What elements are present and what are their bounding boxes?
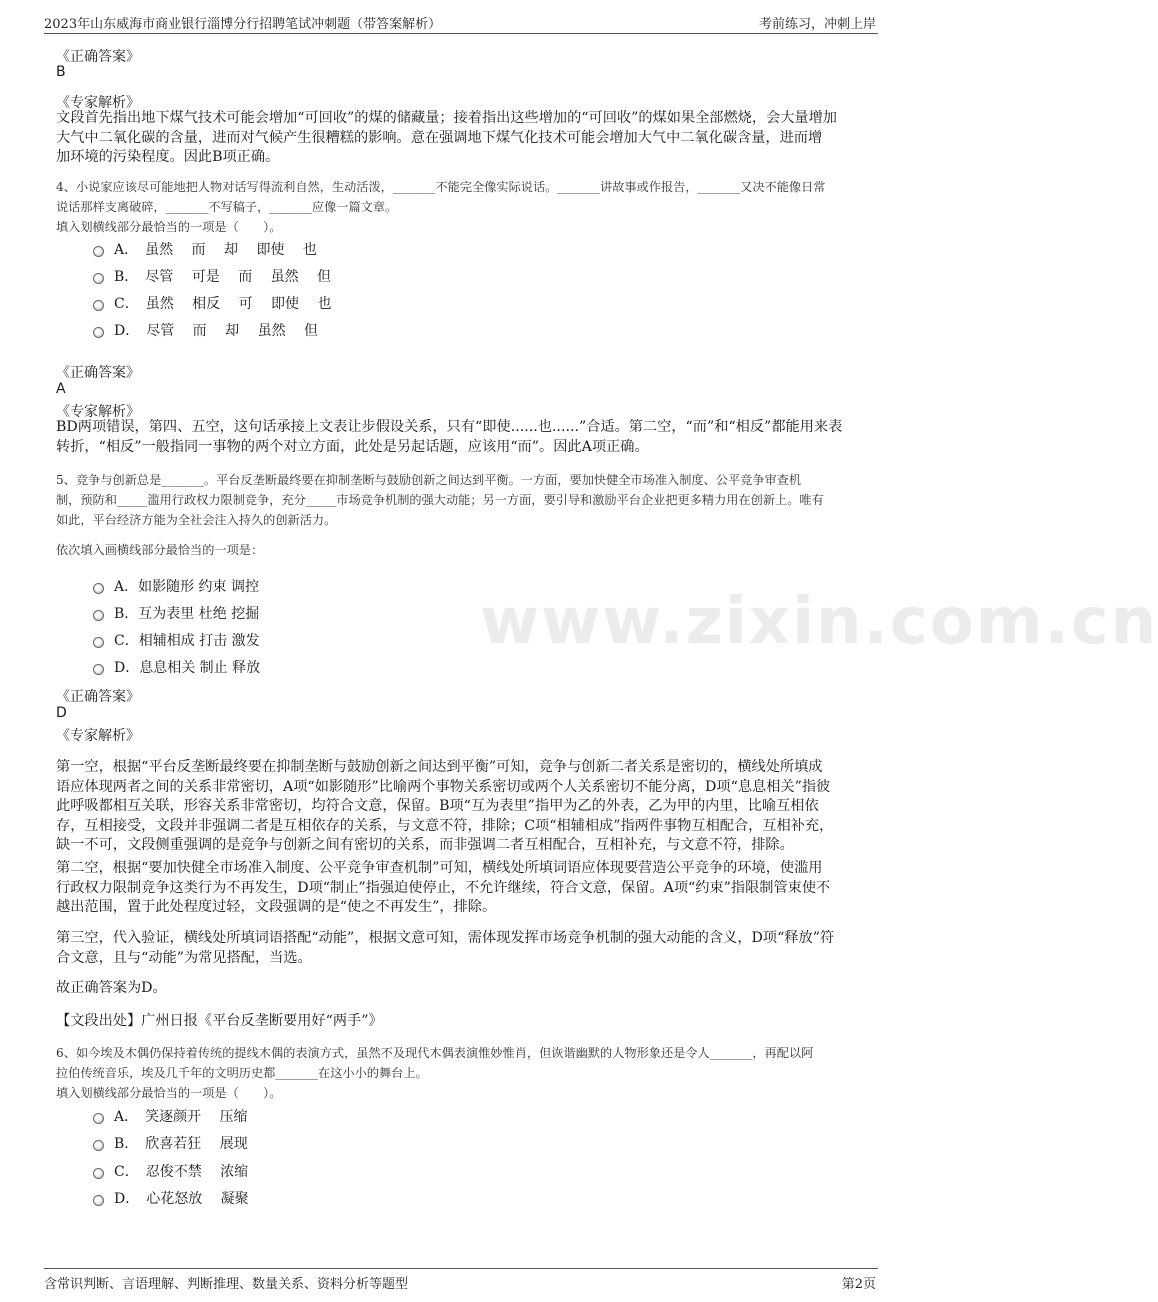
answer-value: A [56,381,66,397]
q6-option-c[interactable]: C． 忍俊不禁 浓缩 [93,1161,248,1181]
analysis-label: 《专家解析》 [56,404,140,420]
stem-line: 4、小说家应该尽可能地把人物对话写得流利自然，生动活泼，_______不能完全像实际说话。_______讲故事或作报告，_______又决不能像日常 [56,180,826,194]
analysis-line: 语应体现两者之间的关系非常密切，A项“如影随形”比喻两个事物关系密切或两个人关系密切不能分离，D项“息息相关”指彼 [56,778,831,795]
stem-line: 拉伯传统音乐，埃及几千年的文明历史都_______在这小小的舞台上。 [56,1066,428,1080]
analysis-label: 《专家解析》 [56,728,140,744]
analysis-paragraph-2 [56,859,866,918]
q5-option-a[interactable]: A．如影随形 约束 调控 [93,576,259,596]
q4-option-b[interactable]: B． 尽管 可是 而 虽然 但 [93,266,331,286]
analysis-text [56,109,866,168]
answer-label: 《正确答案》 [56,365,140,381]
analysis-line: 大气中二氧化碳的含量，进而对气候产生很糟糕的影响。意在强调地下煤气化技术可能会增加大气中二氧化碳含量，进而增 [56,129,823,146]
answer-label: 《正确答案》 [56,49,140,65]
stem-line: 5、竞争与创新总是_______。平台反垄断最终要在抑制垄断与鼓励创新之间达到平衡。一方面，要加快健全市场准入制度、公平竞争审查机 [56,473,802,487]
header-tagline: 考前练习，冲刺上岸 [758,17,876,32]
analysis-line: 存，互相接受，文段并非强调二者是互相依存的关系，与文意不符，排除；C项“相辅相成”指两件事物互相配合，互相补充， [56,817,834,834]
answer-value: B [56,64,66,80]
analysis-line: BD两项错误，第四、五空，这句话承接上文表让步假设关系，只有“即使......也......”合适。第二空，“而”和“相反”都能用来表 [56,419,843,435]
analysis-line: 第三空，代入验证，横线处所填词语搭配“动能”，根据文意可知，需体现发挥市场竞争机制的强大动能的含义，D项“释放”符 [56,930,835,946]
question-5-stem [56,470,866,530]
radio-icon[interactable] [93,300,104,311]
question-6-stem [56,1043,866,1103]
analysis-line: 缺一不可，文段侧重强调的是竞争与创新之间有密切的关系，而非强调二者互相配合，互相补充，与文意不符，排除。 [56,837,794,853]
source-citation: 【文段出处】广州日报《平台反垄断要用好“两手”》 [56,1013,383,1029]
q6-option-b[interactable]: B． 欣喜若狂 展现 [93,1133,248,1153]
radio-icon[interactable] [93,1113,104,1124]
header-divider [44,33,878,34]
header-title: 2023年山东威海市商业银行淄博分行招聘笔试冲刺题（带答案解析） [44,17,442,32]
radio-icon[interactable] [93,1168,104,1179]
question-5-prompt: 依次填入画横线部分最恰当的一项是： [56,543,264,557]
stem-line: 如此，平台经济方能为全社会注入持久的创新活力。 [56,513,337,527]
q5-option-c[interactable]: C．相辅相成 打击 激发 [93,630,260,650]
radio-icon[interactable] [93,637,104,648]
answer-label: 《正确答案》 [56,689,140,705]
q5-option-d[interactable]: D．息息相关 制止 释放 [93,657,260,677]
analysis-line: 第一空，根据“平台反垄断最终要在抑制垄断与鼓励创新之间达到平衡”可知，竞争与创新二者关系是密切的，横线处所填成 [56,759,823,775]
radio-icon[interactable] [93,327,104,338]
radio-icon[interactable] [93,664,104,675]
analysis-conclusion: 故正确答案为D。 [56,980,167,996]
stem-line: 填入划横线部分最恰当的一项是（ ）。 [56,220,282,234]
analysis-paragraph-3 [56,929,866,968]
analysis-line: 越出范围，置于此处程度过轻，文段强调的是“使之不再发生”，排除。 [56,899,497,915]
q4-option-c[interactable]: C． 虽然 相反 可 即使 也 [93,293,332,313]
analysis-label: 《专家解析》 [56,95,140,111]
radio-icon[interactable] [93,1140,104,1151]
radio-icon[interactable] [93,246,104,257]
stem-line: 6、如今埃及木偶仍保持着传统的提线木偶的表演方式，虽然不及现代木偶表演惟妙惟肖，但诙谐幽默的人物形象还是令人_______，再配以阿 [56,1046,814,1060]
q4-option-d[interactable]: D． 尽管 而 却 虽然 但 [93,320,318,340]
stem-line: 说话那样支离破碎，_______不写稿子，_______应像一篇文章。 [56,200,398,214]
q4-option-a[interactable]: A． 虽然 而 却 即使 也 [93,239,317,259]
analysis-line: 转折，“相反”一般指同一事物的两个对立方面，此处是另起话题，应该用“而”。因此A项正确。 [56,438,649,455]
answer-value: D [56,705,67,721]
page-number: 第2页 [841,1277,876,1292]
radio-icon[interactable] [93,583,104,594]
analysis-paragraph-1 [56,758,866,856]
footer-text: 含常识判断、言语理解、判断推理、数量关系、资料分析等题型 [44,1277,409,1292]
analysis-line: 加环境的污染程度。因此B项正确。 [56,149,280,165]
analysis-line: 合文意，且与“动能”为常见搭配，当选。 [56,949,312,966]
analysis-line: 文段首先指出地下煤气技术可能会增加“可回收”的煤的储藏量；接着指出这些增加的“可回收”的煤如果全部燃烧，会大量增加 [56,110,837,126]
stem-line: 填入划横线部分最恰当的一项是（ ）。 [56,1086,282,1100]
q6-option-a[interactable]: A． 笑逐颜开 压缩 [93,1106,248,1126]
analysis-line: 第二空，根据“要加快健全市场准入制度、公平竞争审查机制”可知，横线处所填词语应体现要营造公平竞争的环境，使滥用 [56,860,823,876]
question-4-stem [56,177,866,237]
footer-divider [44,1268,878,1269]
q5-option-b[interactable]: B．互为表里 杜绝 挖掘 [93,603,259,623]
radio-icon[interactable] [93,273,104,284]
radio-icon[interactable] [93,1195,104,1206]
watermark: www.zixin.com.cn [480,585,1158,659]
analysis-text [56,418,866,457]
radio-icon[interactable] [93,610,104,621]
analysis-line: 此呼吸都相互关联，形容关系非常密切，均符合文意，保留。B项“互为表里”指甲为乙的外表，乙为甲的内里，比喻互相依 [56,798,819,814]
q6-option-d[interactable]: D． 心花怒放 凝聚 [93,1188,249,1208]
stem-line: 制，预防和_____滥用行政权力限制竞争，充分_____市场竞争机制的强大动能；另一方面，要引导和激励平台企业把更多精力用在创新上。唯有 [56,493,824,507]
analysis-line: 行政权力限制竞争这类行为不再发生，D项“制止”指强迫使停止，不允许继续，符合文意，保留。A项“约束”指限制管束使不 [56,879,831,896]
